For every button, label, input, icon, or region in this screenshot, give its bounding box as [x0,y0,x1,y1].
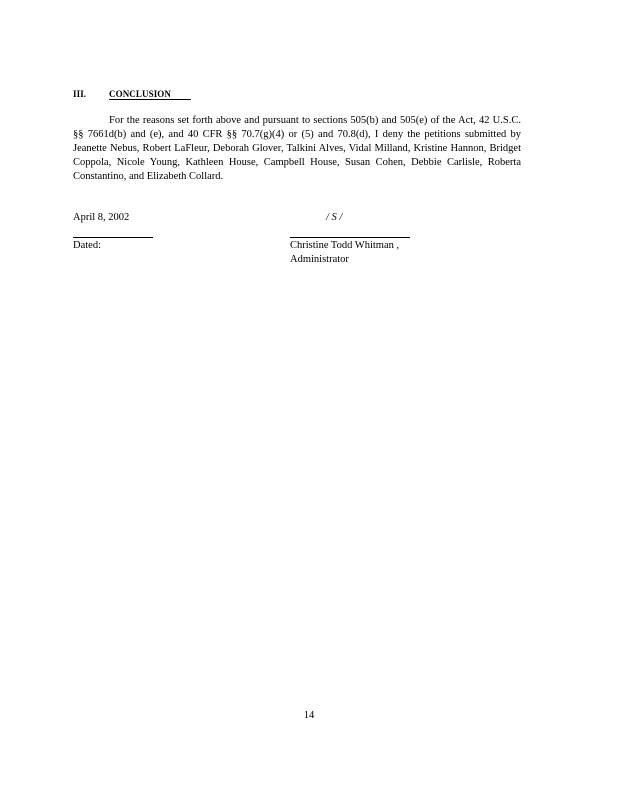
section-title: CONCLUSION [109,89,191,100]
signature-date: April 8, 2002 [73,212,130,223]
page-number: 14 [303,710,315,721]
conclusion-paragraph: For the reasons set forth above and pursuant to sections 505(b) and 505(e) of the Act, 42 U.S.C. §§ 7661d(b) and (e), and 40 CFR §§ 70.7(g)(4) or (5) and 70.8(d), I deny the petitions submitted by Jeanette Nebus, Robert LaFleur, Deborah Glover, Talkini Alves, Vidal Milland, Kristine Hannon, Bridget Coppola, Nicole Young, Kathleen House, Campbell House, Susan Cohen, Debbie Carlisle, Roberta Constantino, and Elizabeth Collard. [73,115,521,182]
section-number: III. [73,89,87,99]
section-heading [73,89,191,100]
signer-signature-line [290,237,410,238]
date-signature-line [73,237,153,238]
signer-name: Christine Todd Whitman , [290,240,400,251]
signature-mark: / S / [326,212,343,223]
signer-title: Administrator [290,254,349,265]
dated-label: Dated: [73,240,101,251]
